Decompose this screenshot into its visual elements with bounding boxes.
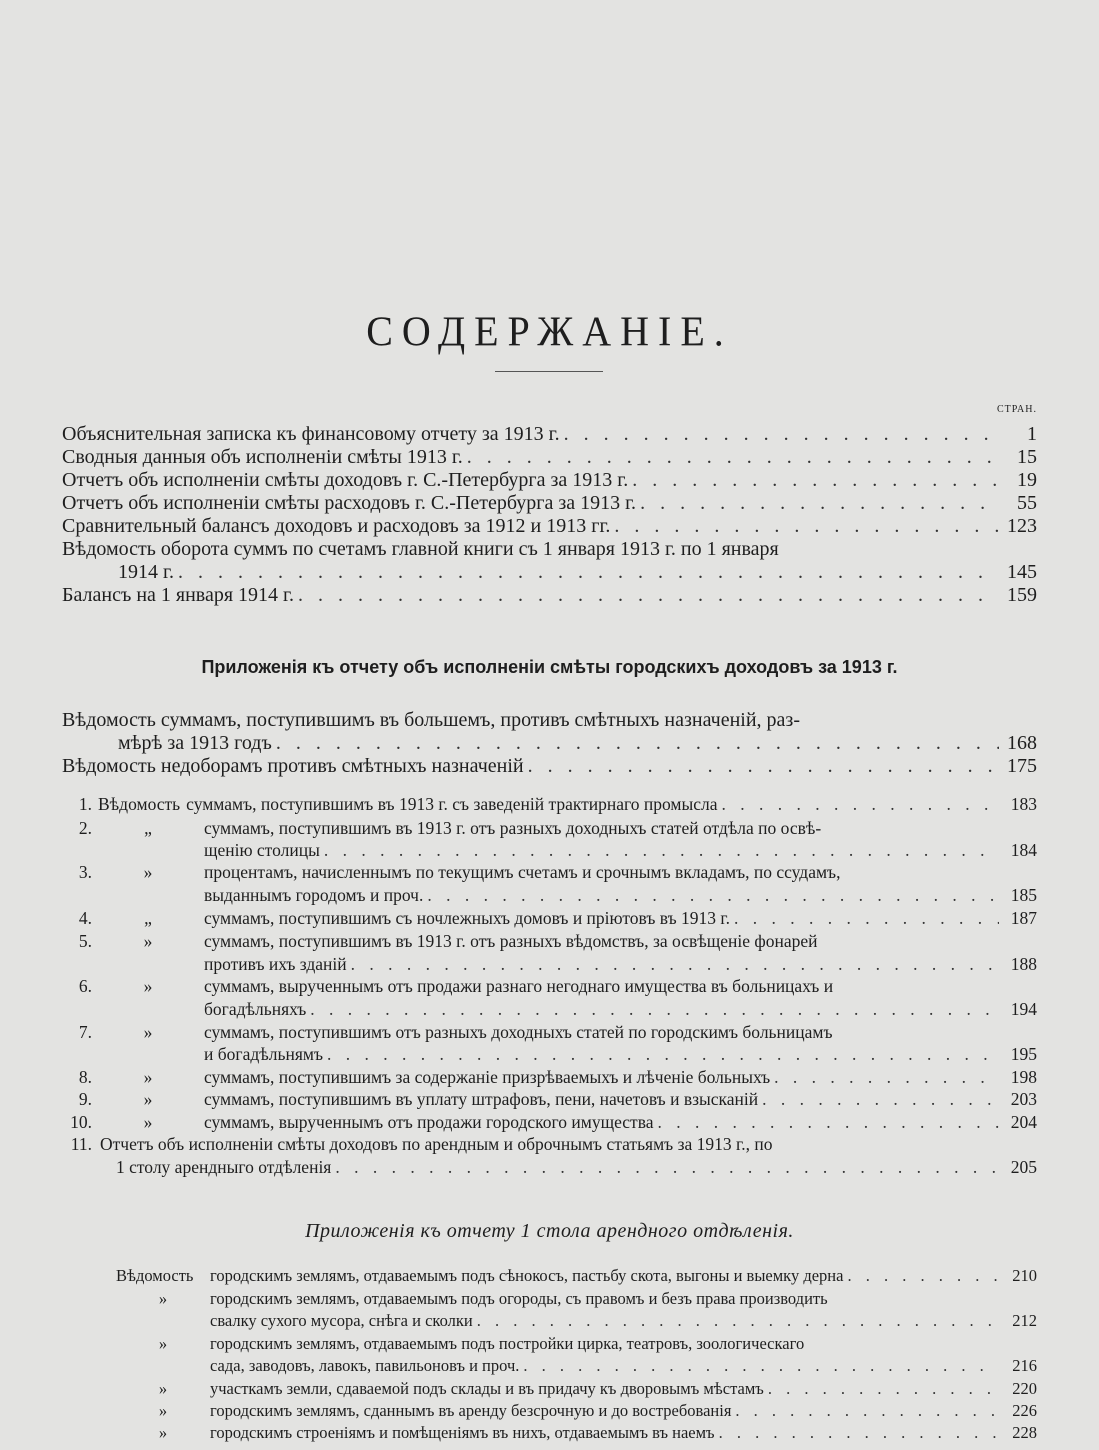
toc-entry-text: Отчетъ объ исполненіи смѣты доходовъ г. С.-Петербурга за 1913 г. <box>62 469 629 491</box>
toc-entry-page: 19 <box>1017 469 1037 491</box>
item-text: городскимъ землямъ, отдаваемымъ подъ сѣнокосъ, пастьбу скота, выгоны и выемку дерна <box>210 1266 844 1285</box>
item-number: 2. <box>78 818 92 838</box>
list-item <box>56 908 1037 929</box>
list-item <box>56 931 1037 952</box>
list-item-cont <box>204 954 1037 975</box>
toc-entry-text-cont: 1914 г. <box>118 561 174 583</box>
toc-entry-text: Отчетъ объ исполненіи смѣты расходовъ г. С.-Петербурга за 1913 г. <box>62 492 637 514</box>
item-page: 216 <box>1012 1356 1037 1375</box>
item-number: 9. <box>78 1089 92 1109</box>
toc-entry-page: 145 <box>1007 561 1037 583</box>
toc-entry-text: Сравнительный балансъ доходовъ и расходовъ за 1912 и 1913 гг. <box>62 515 611 537</box>
item-prefix: » <box>158 1401 168 1420</box>
toc-entry <box>62 446 1037 469</box>
item-page: 210 <box>1012 1266 1037 1285</box>
list-item <box>56 1089 1037 1110</box>
item-prefix: » <box>158 1423 168 1442</box>
item-text: суммамъ, поступившимъ въ 1913 г. отъ разныхъ доходныхъ статей отдѣла по освѣ- <box>204 818 822 838</box>
item-text: суммамъ, поступившимъ въ уплату штрафовъ, пени, начетовъ и взысканій <box>204 1089 759 1109</box>
item-page: 226 <box>1012 1401 1037 1420</box>
item-page: 204 <box>1010 1112 1037 1132</box>
item-prefix: » <box>143 862 153 882</box>
list-item <box>56 1112 1037 1133</box>
toc-entry-text: Балансъ на 1 января 1914 г. <box>62 584 295 606</box>
item-page: 185 <box>1010 885 1037 905</box>
item-page: 198 <box>1010 1067 1037 1087</box>
item-prefix: » <box>158 1379 168 1398</box>
item-page: 203 <box>1010 1089 1037 1109</box>
item-page: 188 <box>1010 954 1037 974</box>
item-text: суммамъ, поступившимъ отъ разныхъ доходныхъ статей по городскимъ больницамъ <box>204 1022 833 1042</box>
page-column-label: СТРАН. <box>996 404 1037 415</box>
toc-entry-page: 175 <box>1007 755 1037 777</box>
toc-entry-page: 15 <box>1017 446 1037 468</box>
item-text: суммамъ, вырученнымъ отъ продажи разнаго негоднаго имущества въ больницахъ и <box>204 976 834 996</box>
toc-entry-text-line1 <box>62 709 1037 732</box>
item-page: 205 <box>1010 1157 1037 1177</box>
item-text-cont: богадѣльняхъ <box>204 999 307 1019</box>
toc-entry <box>118 732 1037 755</box>
item-prefix: Вѣдомость <box>98 794 181 814</box>
list-item-cont <box>204 999 1037 1020</box>
toc-entry-text-line1 <box>62 538 1037 561</box>
toc-entry <box>62 755 1037 778</box>
list-item-cont <box>210 1356 1037 1376</box>
item-prefix: » <box>143 1112 153 1132</box>
toc-entry-text: Объяснительная записка къ финансовому отчету за 1913 г. <box>62 423 560 445</box>
item-number: 3. <box>78 862 92 882</box>
list-item <box>56 794 1037 815</box>
item-text: суммамъ, поступившимъ въ 1913 г. отъ разныхъ вѣдомствъ, за освѣщеніе фонарей <box>204 931 818 951</box>
item-text-cont: выданнымъ городомъ и проч. <box>204 885 424 905</box>
item-text-cont: противъ ихъ зданій <box>204 954 347 974</box>
list-item <box>56 862 1037 883</box>
item-prefix: » <box>143 976 153 996</box>
item-prefix: » <box>158 1289 168 1308</box>
toc-entry <box>62 423 1037 446</box>
toc-entry-text: Вѣдомость недоборамъ противъ смѣтныхъ назначеній <box>62 755 524 777</box>
list-item <box>116 1289 1037 1309</box>
toc-entry-text: Вѣдомость оборота суммъ по счетамъ главной книги съ 1 января 1913 г. по 1 января <box>62 538 779 560</box>
list-item <box>56 976 1037 997</box>
item-page: 194 <box>1010 999 1037 1019</box>
item-text-cont: и богадѣльнямъ <box>204 1044 323 1064</box>
toc-entry-page: 123 <box>1007 515 1037 537</box>
list-item-cont <box>204 885 1037 906</box>
toc-entry <box>118 561 1037 584</box>
item-text: процентамъ, начисленнымъ по текущимъ счетамъ и срочнымъ вкладамъ, по ссудамъ, <box>204 862 841 882</box>
item-prefix: „ <box>144 908 152 928</box>
section-heading-italic: Приложенія къ отчету 1 стола арендного отдѣленія. <box>305 1220 794 1242</box>
item-page: 195 <box>1010 1044 1037 1064</box>
item-number: 8. <box>78 1067 92 1087</box>
item-prefix: » <box>143 931 153 951</box>
item-text-cont: сада, заводовъ, лавокъ, павильоновъ и проч. <box>210 1356 520 1375</box>
item-text: городскимъ землямъ, отдаваемымъ подъ постройки цирка, театровъ, зоологическаго <box>210 1334 805 1353</box>
list-item-cont <box>204 1044 1037 1065</box>
item-text: суммамъ, поступившимъ въ 1913 г. съ заведеній трактирнаго промысла <box>186 794 718 814</box>
item-text: городскимъ землямъ, сданнымъ въ аренду безсрочную и до востребованія <box>210 1401 732 1420</box>
item-text: Отчетъ объ исполненіи смѣты доходовъ по арендным и оброчнымъ статьямъ за 1913 г., по <box>100 1134 773 1154</box>
item-text: городскимъ землямъ, отдаваемымъ подъ огороды, съ правомъ и безъ права производить <box>210 1289 828 1308</box>
item-prefix: » <box>143 1089 153 1109</box>
section-heading: Приложенія къ отчету объ исполненіи смѣты городскихъ доходовъ за 1913 г. <box>201 657 898 677</box>
toc-entry-page: 168 <box>1007 732 1037 754</box>
item-page: 228 <box>1012 1423 1037 1442</box>
item-page: 184 <box>1010 840 1037 860</box>
toc-entry-text: Сводныя данныя объ исполненіи смѣты 1913 г. <box>62 446 463 468</box>
item-prefix: „ <box>144 818 152 838</box>
item-page: 220 <box>1012 1379 1037 1398</box>
item-text-cont: 1 столу арендныго отдѣленія <box>116 1157 332 1177</box>
toc-entry-text: Вѣдомость суммамъ, поступившимъ въ большемъ, противъ смѣтныхъ назначеній, раз- <box>62 709 800 731</box>
item-number: 5. <box>78 931 92 951</box>
toc-entry <box>62 492 1037 515</box>
list-item <box>116 1334 1037 1354</box>
item-number: 7. <box>78 1022 92 1042</box>
list-item-cont <box>204 840 1037 861</box>
item-number: 10. <box>70 1112 92 1132</box>
toc-entry-page: 1 <box>1027 423 1037 445</box>
toc-entry <box>62 469 1037 492</box>
toc-entry <box>62 515 1037 538</box>
list-item <box>56 1067 1037 1088</box>
list-item-cont <box>210 1311 1037 1331</box>
item-page: 212 <box>1012 1311 1037 1330</box>
item-number: 4. <box>78 908 92 928</box>
item-text-cont: щенію столицы <box>204 840 320 860</box>
item-prefix: » <box>143 1067 153 1087</box>
list-item <box>116 1379 1037 1399</box>
item-text: участкамъ земли, сдаваемой подъ склады и въ придачу къ дворовымъ мѣстамъ <box>210 1379 764 1398</box>
item-prefix: » <box>143 1022 153 1042</box>
toc-entry-page: 55 <box>1017 492 1037 514</box>
item-page: 187 <box>1010 908 1037 928</box>
item-text: городскимъ строеніямъ и помѣщеніямъ въ нихъ, отдаваемымъ въ наемъ <box>210 1423 715 1442</box>
item-number: 1. <box>78 794 92 814</box>
toc-entry-text-cont: мѣрѣ за 1913 годъ <box>118 732 272 754</box>
list-item <box>116 1401 1037 1421</box>
list-item-cont <box>116 1157 1037 1178</box>
item-text: суммамъ, поступившимъ за содержаніе призрѣваемыхъ и лѣченіе больныхъ <box>204 1067 771 1087</box>
toc-entry <box>62 584 1037 607</box>
item-prefix: Вѣдомость <box>116 1266 194 1285</box>
list-item <box>56 1134 1037 1155</box>
item-number: 11. <box>70 1134 92 1154</box>
page-title: СОДЕРЖАНІЕ. <box>366 307 733 356</box>
list-item <box>56 1022 1037 1043</box>
toc-entry-page: 159 <box>1007 584 1037 606</box>
item-prefix: » <box>158 1334 168 1353</box>
list-item <box>116 1423 1037 1443</box>
item-number: 6. <box>78 976 92 996</box>
item-text: суммамъ, вырученнымъ отъ продажи городского имущества <box>204 1112 654 1132</box>
list-item <box>116 1266 1037 1286</box>
item-text: суммамъ, поступившимъ съ ночлежныхъ домовъ и пріютовъ въ 1913 г. <box>204 908 730 928</box>
item-text-cont: свалку сухого мусора, снѣга и сколки <box>210 1311 473 1330</box>
title-rule <box>495 371 603 372</box>
list-item <box>56 818 1037 839</box>
item-page: 183 <box>1010 794 1037 814</box>
